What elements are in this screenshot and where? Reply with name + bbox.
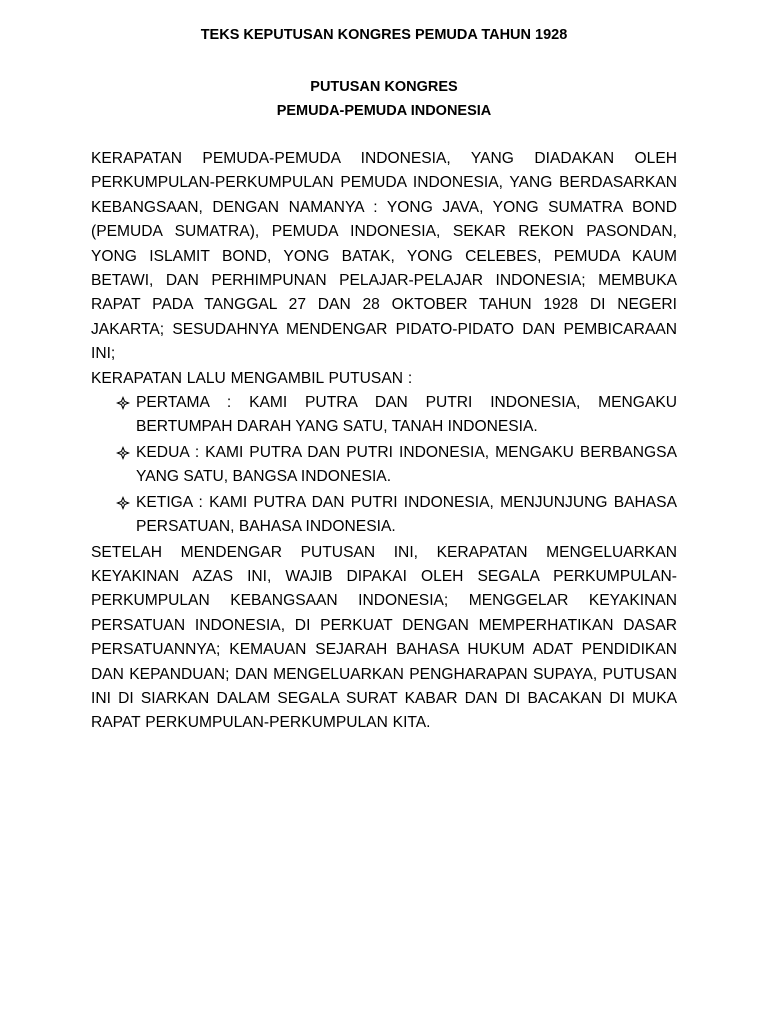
decision-list	[91, 391, 677, 539]
intro-paragraph: KERAPATAN PEMUDA-PEMUDA INDONESIA, YANG DIADAKAN OLEH PERKUMPULAN-PERKUMPULAN PEMUDA INDONESIA, YANG BERDASARKAN KEBANGSAAN, DENGAN NAMANYA : YONG JAVA, YONG SUMATRA BOND (PEMUDA SUMATRA), PEMUDA INDONESIA, SEKAR REKON PASONDAN, YONG ISLAMIT BOND, YONG BATAK, YONG CELEBES, PEMUDA KAUM BETAWI, DAN PERHIMPUNAN PELAJAR-PELAJAR INDONESIA; MEMBUKA RAPAT PADA TANGGAL 27 DAN 28 OKTOBER TAHUN 1928 DI NEGERI JAKARTA; SESUDAHNYA MENDENGAR PIDATO-PIDATO DAN PEMBICARAAN INI;	[91, 150, 677, 363]
closing-paragraph: SETELAH MENDENGAR PUTUSAN INI, KERAPATAN MENGELUARKAN KEYAKINAN AZAS INI, WAJIB DIPAKAI OLEH SEGALA PERKUMPULAN-PERKUMPULAN KEBANGSAAN INDONESIA; MENGGELAR KEYAKINAN PERSATUAN INDONESIA, DI PERKUAT DENGAN MEMPERHATIKAN DASAR PERSATUANNYA; KEMAUAN SEJARAH BAHASA HUKUM ADAT PENDIDIKAN DAN KEPANDUAN; DAN MENGELUARKAN PENGHARAPAN SUPAYA, PUTUSAN INI DI SIARKAN DALAM SEGALA SURAT KABAR DAN DI BACAKAN DI MUKA RAPAT PERKUMPULAN-PERKUMPULAN KITA.	[91, 543, 677, 732]
diamond-bullet-icon	[116, 446, 130, 460]
decision-item-second	[91, 441, 677, 490]
document-title: TEKS KEPUTUSAN KONGRES PEMUDA TAHUN 1928	[200, 27, 568, 43]
decision-text-third: KETIGA : KAMI PUTRA DAN PUTRI INDONESIA, MENJUNJUNG BAHASA PERSATUAN, BAHASA INDONESIA.	[136, 493, 677, 536]
diamond-bullet-icon	[116, 496, 130, 510]
decision-item-first	[91, 391, 677, 440]
diamond-bullet-icon	[116, 396, 130, 410]
decision-item-third	[91, 491, 677, 540]
document-subtitle-line1: PUTUSAN KONGRES	[310, 79, 458, 95]
decision-text-second: KEDUA : KAMI PUTRA DAN PUTRI INDONESIA, MENGAKU BERBANGSA YANG SATU, BANGSA INDONESIA.	[136, 443, 677, 486]
decision-intro: KERAPATAN LALU MENGAMBIL PUTUSAN :	[91, 369, 413, 387]
decision-text-first: PERTAMA : KAMI PUTRA DAN PUTRI INDONESIA, MENGAKU BERTUMPAH DARAH YANG SATU, TANAH INDONESIA.	[136, 394, 677, 436]
document-subtitle-line2: PEMUDA-PEMUDA INDONESIA	[276, 103, 492, 119]
document-body	[91, 147, 677, 736]
